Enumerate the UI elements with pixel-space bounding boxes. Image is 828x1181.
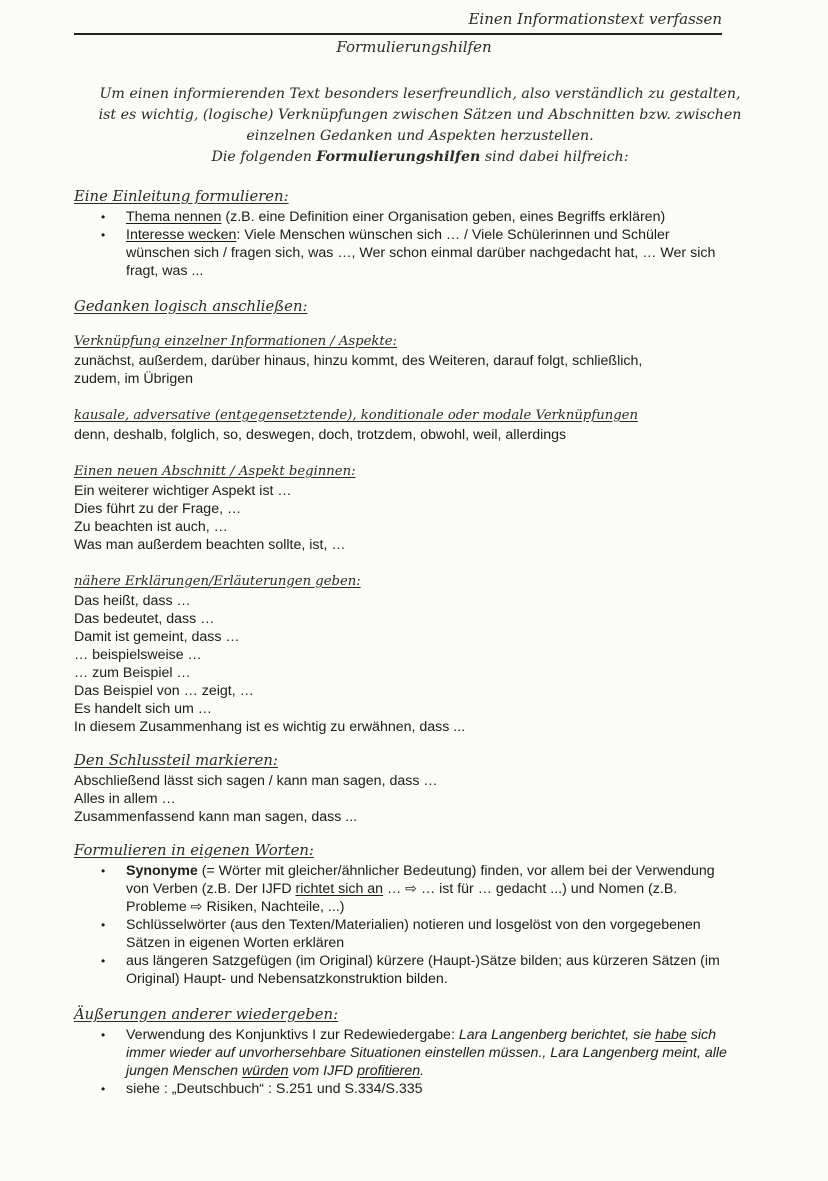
header-rule <box>74 33 722 35</box>
list-item <box>74 1026 734 1080</box>
section-subheading: kausale, adversative (entgegensetztende), konditionale oder modale Verknüpfungen <box>74 408 638 423</box>
bullet-icon: • <box>101 954 106 968</box>
text-line: … beispielsweise … <box>74 647 202 663</box>
item-text: habe <box>655 1027 687 1043</box>
item-text: richtet sich an <box>295 881 384 897</box>
intro-paragraph <box>60 84 780 168</box>
intro-text: sind dabei hilfreich: <box>480 149 629 165</box>
list-item <box>74 916 734 952</box>
text-line: Das Beispiel von … zeigt, … <box>74 683 254 699</box>
term: Interesse wecken <box>126 227 237 243</box>
item-text: profitieren <box>357 1063 421 1079</box>
intro-bold: Formulierungshilfen <box>316 149 481 165</box>
bullet-list <box>74 208 734 280</box>
text-line: Das heißt, dass … <box>74 593 191 609</box>
text-line: denn, deshalb, folglich, so, deswegen, doch, trotzdem, obwohl, weil, allerdings <box>74 427 567 443</box>
term: Synonyme <box>126 863 198 879</box>
text-line: Es handelt sich um … <box>74 701 212 717</box>
list-item <box>74 226 734 280</box>
section-einleitung <box>74 186 734 280</box>
text-line: Was man außerdem beachten sollte, ist, … <box>74 537 346 553</box>
main-content <box>74 186 734 1098</box>
text-line: zudem, im Übrigen <box>74 371 194 387</box>
text-line: … zum Beispiel … <box>74 665 191 681</box>
text-line: Zu beachten ist auch, … <box>74 519 228 535</box>
section-subheading: nähere Erklärungen/Erläuterungen geben: <box>74 574 361 589</box>
section-aeusserungen <box>74 1004 734 1098</box>
document-title: Formulierungshilfen <box>336 38 492 56</box>
list-item <box>74 862 734 916</box>
bullet-icon: • <box>101 1082 106 1096</box>
header-title: Einen Informationstext verfassen <box>468 10 722 28</box>
text-line: Damit ist gemeint, dass … <box>74 629 240 645</box>
item-text: (= Wörter mit gleicher/ähnlicher Bedeutung) finden, vor allem bei der Verwendung von Verben (z.B. Der IJFD <box>126 863 715 897</box>
bullet-icon: • <box>101 228 106 242</box>
section-subheading: Einen neuen Abschnitt / Aspekt beginnen: <box>74 464 356 479</box>
item-text: aus längeren Satzgefügen (im Original) kürzere (Haupt-)Sätze bilden; aus kürzeren Sätzen (im Original) Haupt- und Nebensatzkonstruktion bilden. <box>126 953 720 987</box>
text-line: Zusammenfassend kann man sagen, dass ... <box>74 809 358 825</box>
section-heading: Den Schlussteil markieren: <box>74 752 278 769</box>
item-text: würden <box>241 1063 289 1079</box>
section-gedanken <box>74 296 734 318</box>
section-abschnitt <box>74 462 734 554</box>
text-line: In diesem Zusammenhang ist es wichtig zu erwähnen, dass ... <box>74 719 466 735</box>
section-subheading: Verknüpfung einzelner Informationen / Aspekte: <box>74 334 397 349</box>
item-text: sich immer wieder auf unvorhersehbare Situationen einstellen müssen., Lara Langenberg meint, alle jungen Menschen <box>126 1027 727 1079</box>
item-text: vom IJFD <box>288 1063 358 1079</box>
bullet-icon: • <box>101 1028 106 1042</box>
section-heading: Eine Einleitung formulieren: <box>74 188 289 205</box>
text-line: Dies führt zu der Frage, … <box>74 501 242 517</box>
item-text: Schlüsselwörter (aus den Texten/Materialien) notieren und losgelöst von den vorgegebenen Sätzen in eigenen Worten erklären <box>126 917 701 951</box>
item-text: : Viele Menschen wünschen sich … / Viele Schülerinnen und Schüler wünschen sich / fragen sich, was …, Wer schon einmal darüber nachgedacht hat, … Wer sich fragt, was ... <box>126 227 716 279</box>
item-text: (z.B. eine Definition einer Organisation geben, eines Begriffs erklären) <box>221 209 666 225</box>
list-item <box>74 952 734 988</box>
section-heading: Formulieren in eigenen Worten: <box>74 842 314 859</box>
section-erklaerungen <box>74 572 734 736</box>
bullet-list <box>74 862 734 988</box>
intro-text: Die folgenden <box>211 149 317 165</box>
bullet-icon: • <box>101 864 106 878</box>
section-eigene-worte <box>74 840 734 988</box>
bullet-list <box>74 1026 734 1098</box>
section-heading: Äußerungen anderer wiedergeben: <box>74 1006 339 1023</box>
text-line: Abschließend lässt sich sagen / kann man sagen, dass … <box>74 773 438 789</box>
bullet-icon: • <box>101 210 106 224</box>
list-item <box>74 1080 734 1098</box>
term: Thema nennen <box>126 209 222 225</box>
section-kausale <box>74 406 734 444</box>
item-text: Lara Langenberg berichtet, sie <box>458 1027 656 1043</box>
text-line: zunächst, außerdem, darüber hinaus, hinzu kommt, des Weiteren, darauf folgt, schließlich, <box>74 353 643 369</box>
bullet-icon: • <box>101 918 106 932</box>
text-line: Ein weiterer wichtiger Aspekt ist … <box>74 483 292 499</box>
item-text: Verwendung des Konjunktivs I zur Redewiedergabe: <box>126 1027 459 1043</box>
item-text: siehe : „Deutschbuch“ : S.251 und S.334/S.335 <box>126 1081 423 1097</box>
intro-line: einzelnen Gedanken und Aspekten herzustellen. <box>246 128 594 144</box>
text-line: Das bedeutet, dass … <box>74 611 215 627</box>
section-verknuepfung <box>74 332 734 388</box>
intro-line <box>60 147 780 168</box>
item-text: . <box>420 1063 425 1079</box>
intro-line: ist es wichtig, (logische) Verknüpfungen zwischen Sätzen und Abschnitten bzw. zwischen <box>98 107 742 123</box>
intro-line: Um einen informierenden Text besonders leserfreundlich, also verständlich zu gestalten, <box>99 86 741 102</box>
section-schluss <box>74 750 734 826</box>
list-item <box>74 208 734 226</box>
item-text: … ⇨ … ist für … gedacht ...) und Nomen (z.B. Probleme ⇨ Risiken, Nachteile, ...) <box>126 881 678 915</box>
section-heading: Gedanken logisch anschließen: <box>74 298 308 315</box>
text-line: Alles in allem … <box>74 791 176 807</box>
